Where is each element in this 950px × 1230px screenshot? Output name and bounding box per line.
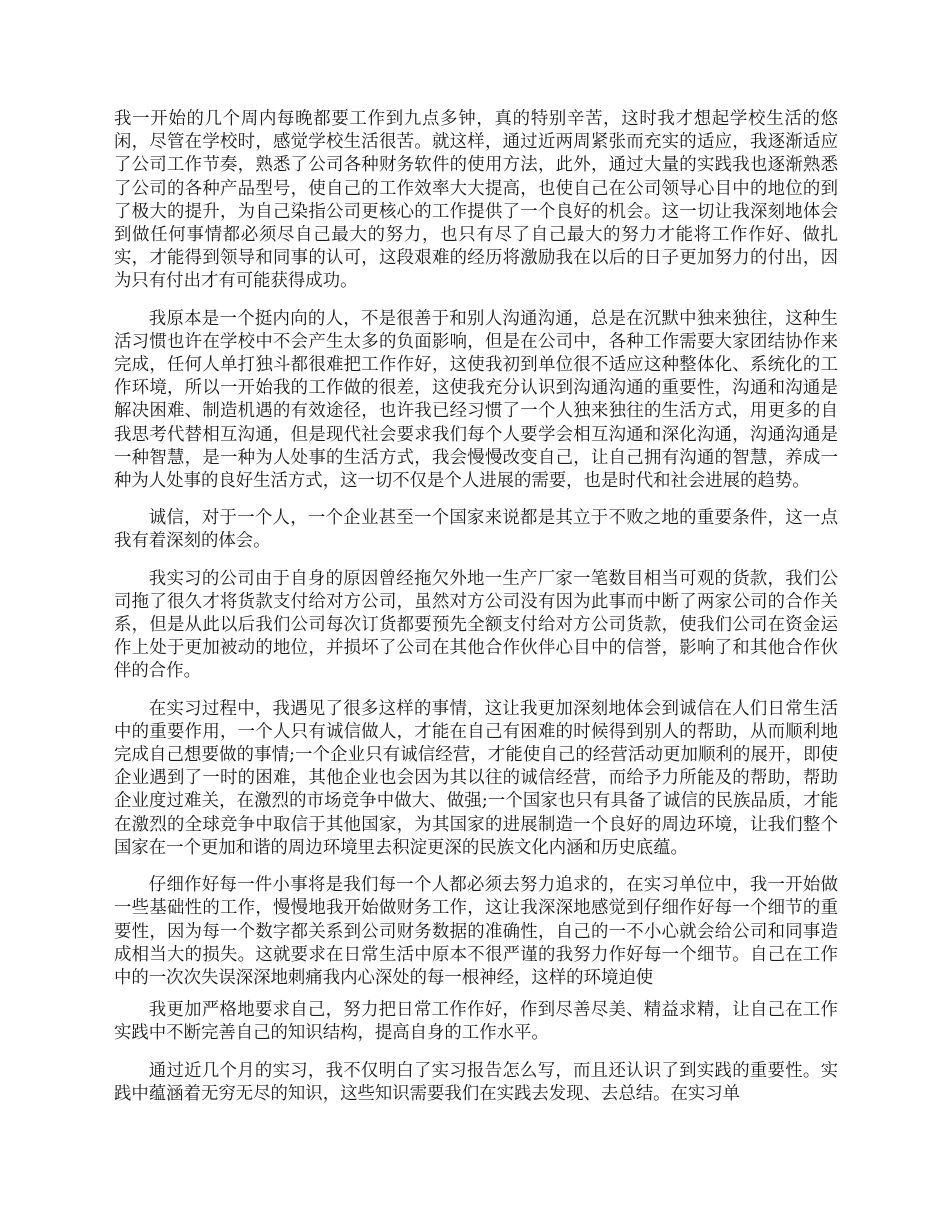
paragraph: 我一开始的几个周内每晚都要工作到九点多钟，真的特别辛苦，这时我才想起学校生活的悠闲，尽管在学校时，感觉学校生活很苦。就这样，通过近两周紧张而充实的适应，我逐渐适应了公司工作节奏，熟悉了公司各种财务软件的使用方法，此外，通过大量的实践我也逐渐熟悉了公司的各种产品型号，使自己的工作效率大大提高，也使自己在公司领导心目中的地位的到了极大的提升，为自己染指公司更核心的工作提供了一个良好的机会。这一切让我深刻地体会到做任何事情都必须尽自己最大的努力，也只有尽了自己最大的努力才能将工作作好、做扎实，才能得到领导和同事的认可，这段艰难的经历将激励我在以后的日子更加努力的付出，因为只有付出才有可能获得成功。 — [114, 109, 838, 292]
paragraph: 通过近几个月的实习，我不仅明白了实习报告怎么写，而且还认识了到实践的重要性。实践中蕴涵着无穷无尽的知识，这些知识需要我们在实践去发现、去总结。在实习单 — [114, 1060, 838, 1104]
document-body — [114, 108, 838, 1120]
paragraph: 我更加严格地要求自己，努力把日常工作作好，作到尽善尽美、精益求精，让自己在工作实践中不断完善自己的知识结构，提高自身的工作水平。 — [114, 1000, 838, 1044]
paragraph: 我实习的公司由于自身的原因曾经拖欠外地一生产厂家一笔数目相当可观的货款，我们公司拖了很久才将货款支付给对方公司，虽然对方公司没有因为此事而中断了两家公司的合作关系，但是从此以后我们公司每次订货都要预先全额支付给对方公司货款，使我们公司在资金运作上处于更加被动的地位，并损坏了公司在其他合作伙伴心目中的信誉，影响了和其他合作伙伴的合作。 — [114, 568, 838, 682]
paragraph: 诚信，对于一个人，一个企业甚至一个国家来说都是其立于不败之地的重要条件，这一点我有着深刻的体会。 — [114, 508, 838, 552]
paragraph: 我原本是一个挺内向的人，不是很善于和别人沟通沟通，总是在沉默中独来独往，这种生活习惯也许在学校中不会产生太多的负面影响，但是在公司中，各种工作需要大家团结协作来完成，任何人单打独斗都很难把工作作好，这使我初到单位很不适应这种整体化、系统化的工作环境，所以一开始我的工作做的很差，这使我充分认识到沟通沟通的重要性，沟通和沟通是解决困难、制造机遇的有效途径，也许我已经习惯了一个人独来独往的生活方式，用更多的自我思考代替相互沟通，但是现代社会要求我们每个人要学会相互沟通和深化沟通，沟通沟通是一种智慧，是一种为人处事的生活方式，我会慢慢改变自己，让自己拥有沟通的智慧，养成一种为人处事的良好生活方式，这一切不仅是个人进展的需要，也是时代和社会进展的趋势。 — [114, 308, 838, 492]
paragraph: 仔细作好每一件小事将是我们每一个人都必须去努力追求的，在实习单位中，我一开始做一些基础性的工作，慢慢地我开始做财务工作，这让我深深地感觉到仔细作好每一个细节的重要性，因为每一个数字都关系到公司财务数据的准确性，自己的一不小心就会给公司和同事造成相当大的损失。这就要求在日常生活中原本不很严谨的我努力作好每一个细节。自己在工作中的一次次失误深深地刺痛我内心深处的每一根神经，这样的环境迫使 — [114, 875, 838, 988]
paragraph: 在实习过程中，我遇见了很多这样的事情，这让我更加深刻地体会到诚信在人们日常生活中的重要作用，一个人只有诚信做人，才能在自己有困难的时候得到别人的帮助，从而顺利地完成自己想要做的事情;一个企业只有诚信经营，才能使自己的经营活动更加顺利的展开，即使企业遇到了一时的困难，其他企业也会因为其以往的诚信经营，而给予力所能及的帮助，帮助企业度过难关，在激烈的市场竞争中做大、做强;一个国家也只有具备了诚信的民族品质，才能在激烈的全球竞争中取信于其他国家，为其国家的进展制造一个良好的周边环境，让我们整个国家在一个更加和谐的周边环境里去积淀更深的民族文化内涵和历史底蕴。 — [114, 698, 838, 858]
